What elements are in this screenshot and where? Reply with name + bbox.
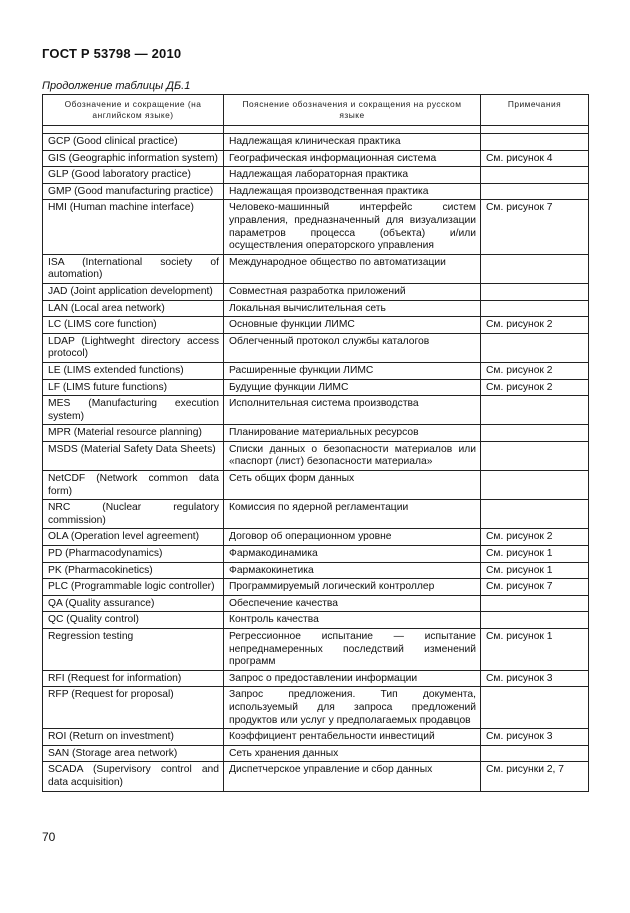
notes-cell: См. рисунок 7 [481,200,589,254]
table-row [43,283,589,300]
table-row [43,562,589,579]
abbreviation-cell: NRC (Nuclear regulatory commission) [43,500,224,529]
table-row [43,687,589,729]
explanation-cell: Надлежащая клиническая практика [224,134,481,151]
table-row [43,441,589,470]
abbreviation-cell: PK (Pharmacokinetics) [43,562,224,579]
explanation-cell: Списки данных о безопасности материалов или «паспорт (лист) безопасности материала» [224,441,481,470]
notes-cell [481,745,589,762]
explanation-cell: Диспетчерское управление и сбор данных [224,762,481,791]
abbreviation-cell: GIS (Geographic information system) [43,150,224,167]
explanation-cell: Человеко-машинный интерфейс систем управления, предназначенный для визуализации параметров процесса (объекта) и/или осуществления операторского управления [224,200,481,254]
abbreviation-cell: LDAP (Lightweght directory access protocol) [43,333,224,362]
abbreviation-cell: GCP (Good clinical practice) [43,134,224,151]
explanation-cell: Основные функции ЛИМС [224,317,481,334]
notes-cell: См. рисунок 1 [481,546,589,563]
notes-cell [481,687,589,729]
table-row [43,546,589,563]
notes-cell: См. рисунок 2 [481,379,589,396]
explanation-cell: Совместная разработка приложений [224,283,481,300]
notes-cell: См. рисунок 2 [481,529,589,546]
abbreviation-cell: Regression testing [43,629,224,671]
table-row [43,200,589,254]
explanation-cell: Надлежащая производственная практика [224,183,481,200]
notes-cell [481,283,589,300]
explanation-cell: Контроль качества [224,612,481,629]
notes-cell [481,441,589,470]
table-row [43,333,589,362]
table-row [43,425,589,442]
column-header-abbreviation: Обозначение и сокращение (на английском языке) [43,95,224,126]
table-row [43,595,589,612]
abbreviation-cell: LC (LIMS core function) [43,317,224,334]
page-number: 70 [42,830,56,844]
notes-cell: См. рисунок 2 [481,317,589,334]
abbreviation-cell: JAD (Joint application development) [43,283,224,300]
notes-cell [481,425,589,442]
explanation-cell: Планирование материальных ресурсов [224,425,481,442]
explanation-cell: Расширенные функции ЛИМС [224,362,481,379]
table-row [43,183,589,200]
explanation-cell: Фармакокинетика [224,562,481,579]
notes-cell: См. рисунок 3 [481,729,589,746]
notes-cell [481,134,589,151]
table-row [43,362,589,379]
abbreviation-cell: QC (Quality control) [43,612,224,629]
explanation-cell: Географическая информационная система [224,150,481,167]
abbreviation-cell: RFI (Request for information) [43,670,224,687]
notes-cell: См. рисунок 1 [481,562,589,579]
explanation-cell: Запрос о предоставлении информации [224,670,481,687]
abbreviation-cell: LAN (Local area network) [43,300,224,317]
explanation-cell: Облегченный протокол службы каталогов [224,333,481,362]
explanation-cell: Коэффициент рентабельности инвестиций [224,729,481,746]
notes-cell: См. рисунок 2 [481,362,589,379]
abbreviation-cell: SAN (Storage area network) [43,745,224,762]
notes-cell: См. рисунок 3 [481,670,589,687]
table-row [43,529,589,546]
table-row [43,670,589,687]
notes-cell [481,595,589,612]
abbreviation-cell: RFP (Request for proposal) [43,687,224,729]
header-separator-row [43,126,589,134]
abbreviations-table [42,94,589,792]
table-row [43,629,589,671]
table-row [43,134,589,151]
abbreviation-cell: LF (LIMS future functions) [43,379,224,396]
table-caption: Продолжение таблицы ДБ.1 [42,80,191,92]
abbreviation-cell: NetCDF (Network common data form) [43,471,224,500]
explanation-cell: Надлежащая лабораторная практика [224,167,481,184]
table-row [43,317,589,334]
notes-cell [481,500,589,529]
abbreviation-cell: MES (Manufacturing execution system) [43,396,224,425]
explanation-cell: Программируемый логический контроллер [224,579,481,596]
explanation-cell: Сеть хранения данных [224,745,481,762]
notes-cell [481,396,589,425]
notes-cell: См. рисунок 1 [481,629,589,671]
table-row [43,579,589,596]
abbreviation-cell: GMP (Good manufacturing practice) [43,183,224,200]
table-row [43,396,589,425]
explanation-cell: Обеспечение качества [224,595,481,612]
table-row [43,729,589,746]
abbreviation-cell: ISA (International society of automation) [43,254,224,283]
notes-cell [481,167,589,184]
table-row [43,471,589,500]
abbreviation-cell: ROI (Return on investment) [43,729,224,746]
table-row [43,150,589,167]
abbreviation-cell: PLC (Programmable logic controller) [43,579,224,596]
table-row [43,762,589,791]
explanation-cell: Исполнительная система производства [224,396,481,425]
notes-cell [481,183,589,200]
notes-cell: См. рисунки 2, 7 [481,762,589,791]
abbreviation-cell: MPR (Material resource planning) [43,425,224,442]
notes-cell: См. рисунок 7 [481,579,589,596]
explanation-cell: Договор об операционном уровне [224,529,481,546]
abbreviation-cell: MSDS (Material Safety Data Sheets) [43,441,224,470]
notes-cell [481,612,589,629]
column-header-notes: Примечания [481,95,589,126]
explanation-cell: Сеть общих форм данных [224,471,481,500]
table-row [43,612,589,629]
explanation-cell: Запрос предложения. Тип документа, используемый для запроса предложений продуктов или услуг у предполагаемых продавцов [224,687,481,729]
notes-cell [481,333,589,362]
table-header-row [43,95,589,126]
table-row [43,254,589,283]
explanation-cell: Будущие функции ЛИМС [224,379,481,396]
notes-cell [481,254,589,283]
table-row [43,167,589,184]
document-header: ГОСТ Р 53798 — 2010 [42,46,182,61]
explanation-cell: Локальная вычислительная сеть [224,300,481,317]
explanation-cell: Регрессионное испытание — испытание непреднамеренных последствий изменений программ [224,629,481,671]
notes-cell: См. рисунок 4 [481,150,589,167]
table-row [43,500,589,529]
abbreviation-cell: LE (LIMS extended functions) [43,362,224,379]
explanation-cell: Фармакодинамика [224,546,481,563]
notes-cell [481,471,589,500]
column-header-explanation: Пояснение обозначения и сокращения на русском языке [224,95,481,126]
table-row [43,379,589,396]
table-row [43,300,589,317]
table-body [43,126,589,792]
abbreviation-cell: HMI (Human machine interface) [43,200,224,254]
explanation-cell: Комиссия по ядерной регламентации [224,500,481,529]
abbreviation-cell: SCADA (Supervisory control and data acquisition) [43,762,224,791]
abbreviation-cell: QA (Quality assurance) [43,595,224,612]
abbreviation-cell: GLP (Good laboratory practice) [43,167,224,184]
abbreviation-cell: PD (Pharmacodynamics) [43,546,224,563]
notes-cell [481,300,589,317]
explanation-cell: Международное общество по автоматизации [224,254,481,283]
table-row [43,745,589,762]
abbreviation-cell: OLA (Operation level agreement) [43,529,224,546]
